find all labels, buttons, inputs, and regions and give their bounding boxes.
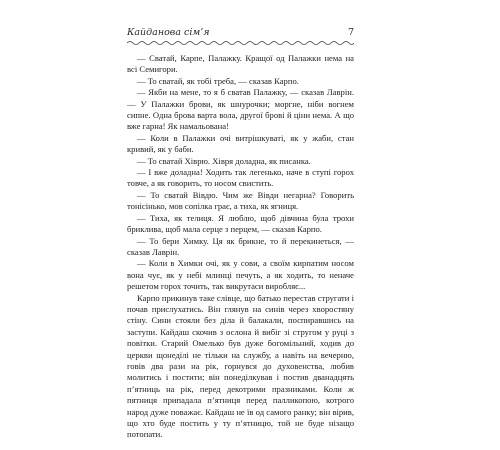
- paragraph: — Якби на мене, то я б сватав Палажку, — сказав Лаврін. — У Палажки брови, як шнурочки; моргне, ніби вогнем сипне. Одна брова варта вола, другої брові й ціни нема. А що вже гарна! Як намальована!: [127, 87, 354, 132]
- running-header: [127, 27, 354, 49]
- paragraph: — То сватай, як тобі треба, — сказав Карпо.: [137, 75, 299, 86]
- wavy-rule-icon: [127, 40, 354, 46]
- paragraph: — Сватай, Карпе, Палажку. Кращої од Палажки нема на всі Семигори.: [127, 53, 354, 75]
- paragraph: — Коли в Палажки очі витрішкуваті, як у жаби, стан кривий, як у баби.: [127, 132, 354, 155]
- running-title: Кайданова сім’я: [127, 27, 210, 38]
- body-text: [127, 53, 354, 441]
- paragraph: Карпо прикинув таке слівце, що батько перестав стругати і почав прислухатись. Він глянув на синів через хворостяну стіну. Сини стояли без діла й балакали, поспиравшись на заступи. Кайдаш скочив з ослона й вибіг зі стругом у руці з повітки. Старий Омелько був дуже богомільний, ходив до церкви щонеділі не тільки на службу, а навіть на вечерню, говів два рази на рік, горнувся до духовенства, любив молитись і постити; він понеділкував і постив дванадцять п’ятниць на рік, перед декотрими празниками. Коли ж пятниця припадала п’ятниця перед палликопою, котрого народ дуже поважає. Кайдаш не їв од самого ранку; він вірив, що хто буде постить у ту п’ятницю, той не буде нізащо потопати.: [127, 292, 354, 440]
- paragraph: — То сватай Вівдю. Чим же Вівди негарна? Говорить тонісінько, мов сопілка грає, а тиха, як ягниця.: [127, 189, 354, 212]
- paragraph: — Тиха, як телиця. Я люблю, щоб дівчина була трохи бриклива, щоб мала серце з перцем, — сказав Карпо.: [127, 212, 354, 235]
- paragraph: — То бери Химку. Ця як брикне, то й перекинеться, — сказав Лаврін.: [127, 235, 354, 257]
- paragraph: — Коли в Химки очі, як у сови, а своїм кирпатим носом вона чує, як у небі млинці печуть, а як ходить, то неначе решетом горох точить, так викрутаси виробляє...: [127, 258, 354, 292]
- paragraph: — То сватай Хіврю. Хівря доладна, як писанка.: [137, 155, 311, 166]
- page-number: 7: [347, 27, 354, 38]
- paragraph: — І вже доладна! Ходить так легенько, наче в ступі горох товче, а як говорить, то носом свистить.: [127, 167, 354, 189]
